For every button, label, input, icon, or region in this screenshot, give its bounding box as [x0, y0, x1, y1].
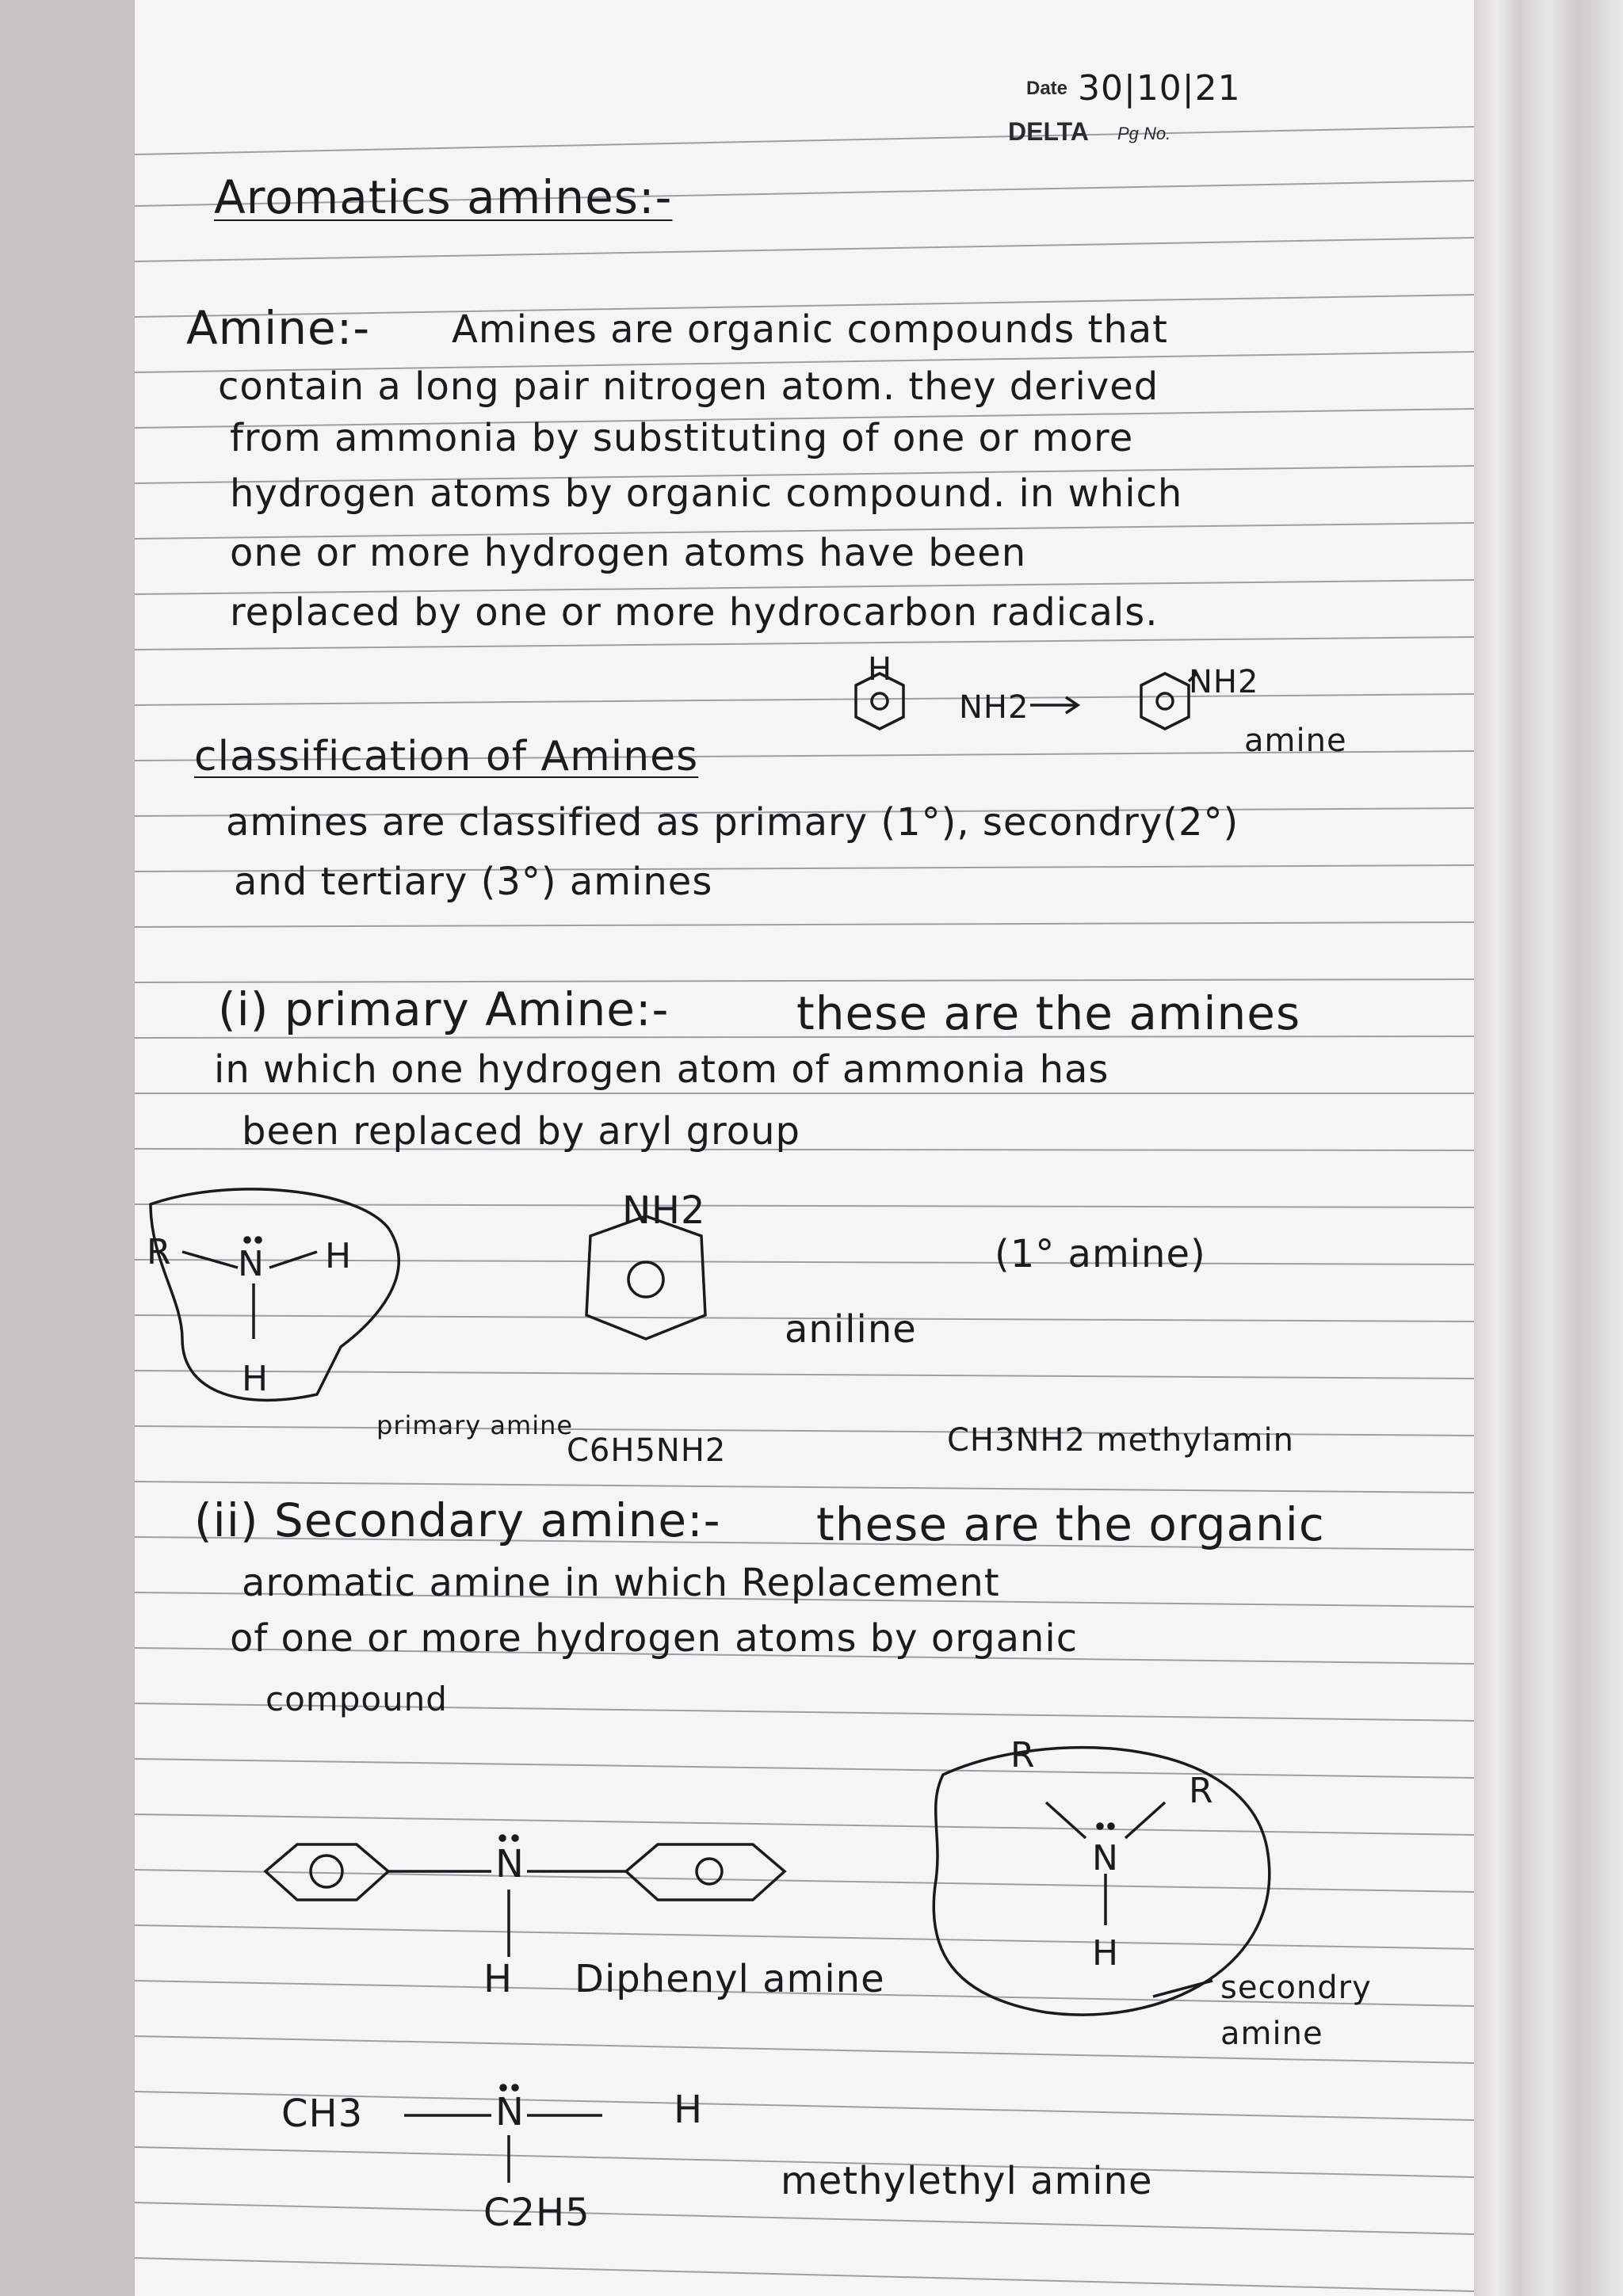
- classification-line-1: amines are classified as primary (1°), secondry(2°): [226, 800, 1239, 845]
- secondary-line-4: compound: [265, 1680, 448, 1718]
- sec-lone-pair-dot-2: [513, 1836, 517, 1840]
- sec2-lone-pair-dot-1: [1098, 1824, 1102, 1829]
- lone-pair-dot-2: [256, 1238, 261, 1242]
- lone-pair-outline: [151, 1189, 399, 1400]
- primary-line-2: in which one hydrogen atom of ammonia has: [214, 1047, 1109, 1092]
- secondary-label: secondry amine: [1220, 1970, 1372, 2052]
- definition-line-4: hydrogen atoms by organic compound. in which: [230, 471, 1183, 516]
- primary-h2: H: [242, 1359, 269, 1399]
- primary-note: primary amine: [376, 1410, 574, 1440]
- secondary-heading: (ii) Secondary amine:-: [194, 1493, 721, 1547]
- primary-type-note: (1° amine): [995, 1232, 1206, 1276]
- diphenyl-name: Diphenyl amine: [575, 1957, 885, 2001]
- classification-line-2: and tertiary (3°) amines: [234, 860, 713, 904]
- page-number-label: Pg No.: [1117, 124, 1171, 143]
- secondary-line-1: these are the organic: [816, 1497, 1325, 1551]
- r-n-bond: [182, 1252, 238, 1268]
- secondary-outline: [934, 1748, 1270, 2015]
- primary-h1: H: [325, 1236, 353, 1276]
- sec-lone-pair-dot-1: [500, 1836, 505, 1840]
- methylethyl-n: N: [495, 2090, 525, 2134]
- primary-line-1: these are the amines: [796, 986, 1301, 1040]
- secondary-r2: R: [1189, 1771, 1214, 1811]
- sec2-lone-pair-dot-2: [1109, 1824, 1113, 1829]
- product-ring: [1141, 673, 1189, 729]
- classification-heading: classification of Amines: [194, 733, 699, 780]
- secondary-h: H: [1092, 1933, 1120, 1974]
- methylethyl-h: H: [674, 2088, 704, 2132]
- sec-r2-bond: [1125, 1802, 1165, 1838]
- sketch-product-group: NH2: [1189, 664, 1259, 700]
- left-phenyl-circle: [311, 1855, 342, 1887]
- sketch-reagent: NH2: [959, 689, 1029, 726]
- definition-line-5: one or more hydrogen atoms have been: [230, 531, 1027, 575]
- secondary-n: N: [1092, 1838, 1119, 1878]
- definition-line-6: replaced by one or more hydrocarbon radicals.: [230, 590, 1159, 635]
- n-h-bond: [269, 1252, 317, 1268]
- diphenyl-h: H: [483, 1957, 514, 2001]
- lone-pair-dot-1: [245, 1238, 250, 1242]
- brand-label: DELTA: [1008, 117, 1089, 146]
- date-value: 30|10|21: [1078, 68, 1241, 109]
- methylethyl-c2h5: C2H5: [483, 2191, 590, 2235]
- sketch-product-label: amine: [1244, 723, 1347, 759]
- definition-line-3: from ammonia by substituting of one or more: [230, 416, 1134, 460]
- left-phenyl-ring: [265, 1844, 388, 1900]
- aniline-ring-circle: [628, 1262, 663, 1297]
- methylethyl-ch3: CH3: [281, 2092, 364, 2136]
- page-title: Aromatics amines:-: [214, 170, 673, 224]
- secondary-r1: R: [1010, 1735, 1036, 1775]
- primary-heading: (i) primary Amine:-: [218, 982, 670, 1036]
- aniline-nh2: NH2: [622, 1188, 706, 1233]
- product-ring-circle: [1157, 693, 1173, 709]
- right-phenyl-circle: [697, 1859, 722, 1884]
- ring-circle: [872, 693, 888, 709]
- sec-r1-bond: [1046, 1802, 1086, 1838]
- aniline-ring: [586, 1216, 705, 1339]
- methylethyl-name: methylethyl amine: [781, 2159, 1153, 2203]
- methylamine-formula: CH3NH2 methylamin: [947, 1422, 1294, 1459]
- methylethyl-diagram: [372, 2092, 848, 2234]
- primary-n: N: [238, 1244, 265, 1284]
- right-phenyl-ring: [626, 1844, 785, 1900]
- secondary-line-3: of one or more hydrogen atoms by organic: [230, 1616, 1079, 1661]
- definition-line-2: contain a long pair nitrogen atom. they derived: [218, 364, 1159, 409]
- aniline-label: aniline: [785, 1307, 917, 1352]
- primary-r: R: [147, 1232, 172, 1272]
- page-stack-edge: [1474, 0, 1623, 2296]
- definition-line-1: Amines are organic compounds that: [452, 307, 1168, 352]
- secondary-line-2: aromatic amine in which Replacement: [242, 1561, 1000, 1605]
- diphenyl-n: N: [495, 1842, 525, 1886]
- definition-term: Amine:-: [186, 301, 371, 355]
- date-label: Date: [1026, 78, 1068, 99]
- aniline-formula: C6H5NH2: [567, 1432, 727, 1469]
- sketch-h: H: [868, 651, 893, 688]
- primary-line-3: been replaced by aryl group: [242, 1109, 800, 1154]
